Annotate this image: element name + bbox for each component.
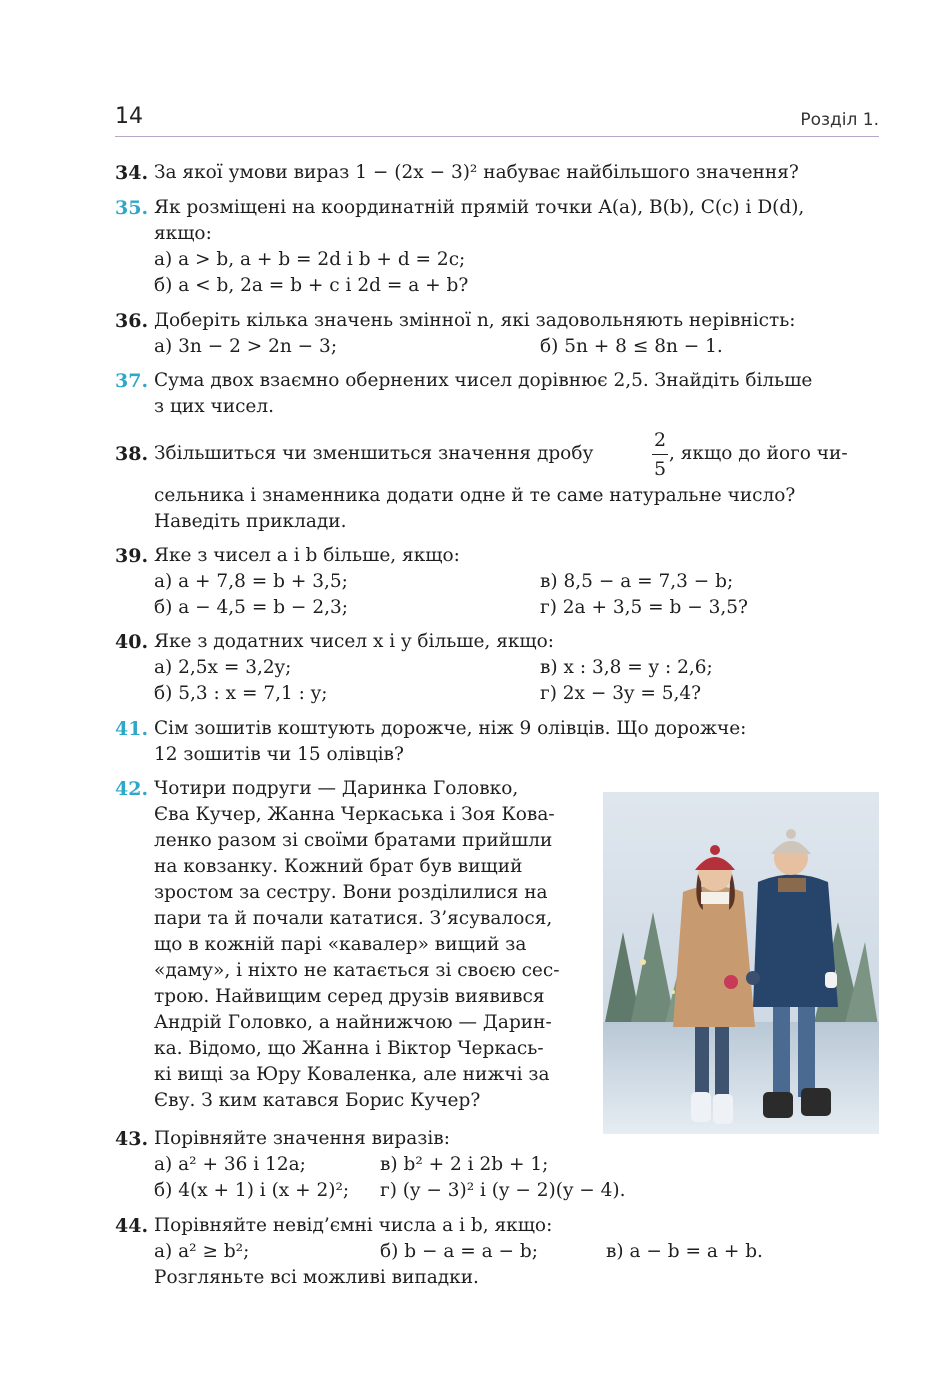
problem-number-35: 35.	[115, 197, 149, 219]
problem-41-line-1: Сім зошитів коштують дорожче, ніж 9 олівців. Що дорожче:	[154, 718, 747, 739]
problem-40-option-b: б) 5,3 : x = 7,1 : y;	[154, 683, 328, 704]
problem-37-line-2: з цих чисел.	[154, 396, 275, 417]
problem-42-line: Єва Кучер, Жанна Черкаська і Зоя Кова-	[154, 804, 555, 825]
problem-38-line-3: Наведіть приклади.	[154, 511, 347, 532]
problem-42-line: що в кожній парі «кавалер» вищий за	[154, 934, 527, 955]
problem-41-line-2: 12 зошитів чи 15 олівців?	[154, 744, 404, 765]
problem-44-option-v: в) a − b = a + b.	[606, 1241, 763, 1262]
problem-number-39: 39.	[115, 545, 149, 567]
problem-42-line: Єву. З ким катався Борис Кучер?	[154, 1090, 481, 1111]
problem-40-option-a: а) 2,5x = 3,2y;	[154, 657, 292, 678]
problem-number-40: 40.	[115, 631, 149, 653]
problem-39-option-g: г) 2a + 3,5 = b − 3,5?	[540, 597, 748, 618]
skating-couple-photo	[603, 792, 879, 1134]
problem-43-option-b: б) 4(x + 1) і (x + 2)²;	[154, 1180, 350, 1201]
problem-44-option-b: б) b − a = a − b;	[380, 1241, 538, 1262]
problem-34-text: За якої умови вираз 1 − (2x − 3)² набуває найбільшого значення?	[154, 162, 799, 183]
problem-number-41: 41.	[115, 718, 149, 740]
problem-42-line: кі вищі за Юру Коваленка, але нижчі за	[154, 1064, 550, 1085]
problem-42-line: ленко разом зі своїми братами прийшли	[154, 830, 553, 851]
problem-35-option-b: б) a < b, 2a = b + c і 2d = a + b?	[154, 275, 469, 296]
fraction-bar	[652, 454, 668, 455]
problem-38-line-1a: Збільшиться чи зменшиться значення дробу	[154, 443, 594, 464]
problem-35-option-a: а) a > b, a + b = 2d і b + d = 2c;	[154, 249, 466, 270]
problem-44-line-1: Порівняйте невід’ємні числа a і b, якщо:	[154, 1215, 553, 1236]
problem-37-line-1: Сума двох взаємно обернених чисел дорівнює 2,5. Знайдіть більше	[154, 370, 813, 391]
problem-39-option-a: а) a + 7,8 = b + 3,5;	[154, 571, 348, 592]
problem-35-line-2: якщо:	[154, 223, 212, 244]
problem-42-line: Чотири подруги — Даринка Головко,	[154, 778, 519, 799]
problem-number-37: 37.	[115, 370, 149, 392]
problem-40-option-v: в) x : 3,8 = y : 2,6;	[540, 657, 713, 678]
chapter-title: Розділ 1.	[800, 110, 879, 130]
problem-44-line-3: Розгляньте всі можливі випадки.	[154, 1267, 479, 1288]
problem-42-line: ка. Відомо, що Жанна і Віктор Черкась-	[154, 1038, 544, 1059]
problem-35-line-1: Як розміщені на координатній прямій точки A(a), B(b), C(c) і D(d),	[154, 197, 805, 218]
problem-43-option-v: в) b² + 2 і 2b + 1;	[380, 1154, 549, 1175]
problem-43-option-g: г) (y − 3)² і (y − 2)(y − 4).	[380, 1180, 626, 1201]
problem-44-option-a: а) a² ≥ b²;	[154, 1241, 250, 1262]
problem-39-option-v: в) 8,5 − a = 7,3 − b;	[540, 571, 734, 592]
problem-43-line-1: Порівняйте значення виразів:	[154, 1128, 450, 1149]
problem-38-line-1b: , якщо до його чи-	[669, 443, 848, 464]
problem-40-option-g: г) 2x − 3y = 5,4?	[540, 683, 702, 704]
problem-42-line: Андрій Головко, а найнижчою — Дарин-	[154, 1012, 552, 1033]
problem-number-38: 38.	[115, 443, 149, 465]
problem-42-line: трою. Найвищим серед друзів виявився	[154, 986, 545, 1007]
problem-42-line: зростом за сестру. Вони розділилися на	[154, 882, 548, 903]
fraction-2-5	[652, 428, 668, 481]
fraction-numerator: 2	[653, 429, 667, 451]
problem-36-option-b: б) 5n + 8 ≤ 8n − 1.	[540, 336, 723, 357]
problem-number-42: 42.	[115, 778, 149, 800]
problem-38-line-2: сельника і знаменника додати одне й те саме натуральне число?	[154, 485, 796, 506]
problem-43-option-a: а) a² + 36 і 12a;	[154, 1154, 306, 1175]
page-header	[115, 104, 879, 137]
problem-39-line-1: Яке з чисел a і b більше, якщо:	[154, 545, 460, 566]
problem-number-34: 34.	[115, 162, 149, 184]
problem-39-option-b: б) a − 4,5 = b − 2,3;	[154, 597, 348, 618]
fraction-denominator: 5	[653, 458, 667, 480]
problem-number-43: 43.	[115, 1128, 149, 1150]
problem-36-option-a: а) 3n − 2 > 2n − 3;	[154, 336, 338, 357]
problem-number-36: 36.	[115, 310, 149, 332]
page-number: 14	[115, 104, 143, 129]
problem-42-line: на ковзанку. Кожний брат був вищий	[154, 856, 523, 877]
problem-36-line-1: Доберіть кілька значень змінної n, які задовольняють нерівність:	[154, 310, 796, 331]
problem-number-44: 44.	[115, 1215, 149, 1237]
problem-42-line: «даму», і ніхто не катається зі своєю сес-	[154, 960, 560, 981]
problem-40-line-1: Яке з додатних чисел x і y більше, якщо:	[154, 631, 554, 652]
problem-42-line: пари та й почали кататися. З’ясувалося,	[154, 908, 553, 929]
